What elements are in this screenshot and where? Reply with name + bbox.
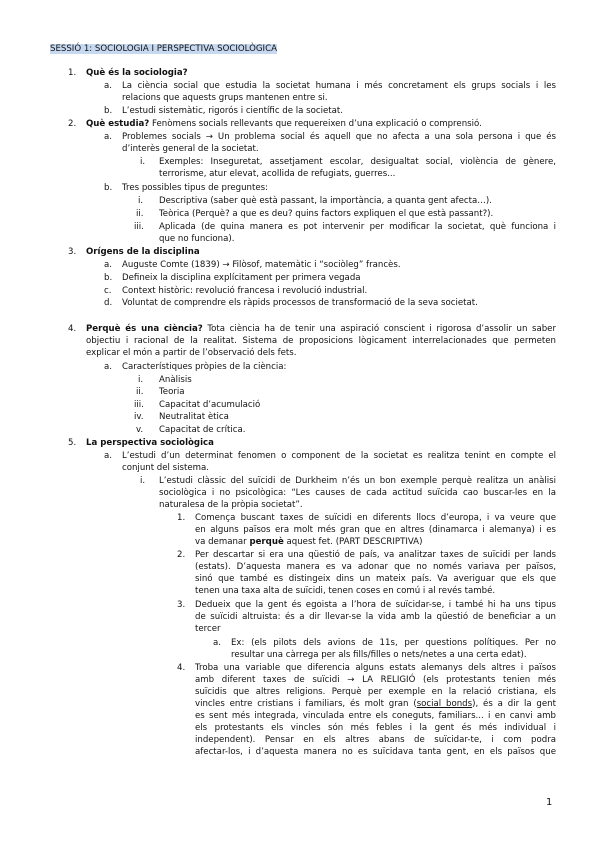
- s5-p1-line1: Comença buscant taxes de suïcidi en diferents llocs d’europa, i va veure que: [195, 513, 556, 523]
- s5-heading: La perspectiva sociològica: [86, 438, 214, 448]
- s4-item-marker: ii.: [136, 387, 144, 397]
- s2-a-marker: a.: [104, 132, 112, 142]
- s3-heading: Orígens de la disciplina: [86, 247, 200, 257]
- s2-a-i-line2: terrorisme, atur elevat, acollida de refugiats, guerres...: [159, 169, 396, 179]
- s5-p4-line6: els protestants els vincles són més febles i la gent és més individual i: [195, 723, 556, 733]
- s5-p4-marker: 4.: [177, 663, 186, 673]
- s2-b-marker: b.: [104, 183, 113, 193]
- s4-line3: explicar el món a partir de l’observació dels fets.: [86, 348, 297, 358]
- s5-p4-line2: amb diferent taxes de suïcidi → LA RELIGIÓ (els protestants tenien més: [195, 675, 556, 685]
- s3-c-marker: c.: [104, 286, 112, 296]
- s2-b-i-text: Descriptiva (saber què està passant, la importància, a quanta gent afecta…).: [159, 196, 492, 206]
- s5-p4-line7: independent). Pensar en els altres abans de suïcidar-te, i com podra: [195, 735, 556, 745]
- s1-a-line1: La ciència social que estudia la societat humana i més concretament els grups socials i les: [122, 81, 556, 91]
- s3-a-text: Auguste Comte (1839) → Filòsof, matemàtic i “sociòleg” francès.: [122, 260, 401, 270]
- s5-p4-line3: suïcidis que altres religions. Perquè per exemple en la relació cristiana, els: [195, 687, 556, 697]
- s5-p2-line1: Per descartar si era una qüestió de país, va analitzar taxes de suïcidi per lands: [195, 550, 556, 560]
- s4-num: 4.: [68, 324, 77, 334]
- s2-b-iii-line1: Aplicada (de quina manera es pot intervenir per modificar la societat, què funciona i: [159, 222, 556, 232]
- s4-line2: objectiu i racional de la realitat. Sistema de proposicions lògicament interrelacionades que permeten: [86, 336, 556, 346]
- s2-heading-line: Què estudia? Fenòmens socials rellevants que requereixen d’una explicació o comprensió.: [86, 119, 482, 129]
- s3-num: 3.: [68, 247, 77, 257]
- s5-p4-line1: Troba una variable que diferencia alguns estats alemanys dels altres i països: [195, 663, 556, 673]
- s5-p4-line8: afectar-los, i d’aquesta manera no es suïcidava tanta gent, en els països que: [195, 747, 556, 757]
- s3-b-text: Defineix la disciplina explícitament per primera vegada: [122, 273, 361, 283]
- s5-a-line1: L’estudi d’un determinat fenomen o component de la societat es realitza tenint en compte el: [122, 451, 556, 461]
- s5-i-line2: sociològica i no psicològica: “Les causes de cada actitud suïcida cao buscar-les en la: [159, 488, 556, 498]
- s4-a-marker: a.: [104, 362, 112, 372]
- s4-item-text: Capacitat de crítica.: [159, 425, 246, 435]
- s5-p1-line2: en alguns països era molt més gran que en altres (dinamarca i alemanya) i es: [195, 525, 556, 535]
- s3-c-text: Context històric: revolució francesa i revolució industrial.: [122, 286, 368, 296]
- s1-b-marker: b.: [104, 106, 113, 116]
- s4-item-marker: iii.: [134, 400, 144, 410]
- s2-b-iii-line2: que no funciona).: [159, 234, 235, 244]
- page-number: 1: [546, 797, 553, 808]
- s4-item-text: Anàlisis: [159, 375, 192, 385]
- s5-p3-line1: Dedueix que la gent és egoista a l’hora de suïcidar-se, i també hi ha uns tipus: [195, 600, 556, 610]
- s4-item-text: Neutralitat ètica: [159, 412, 229, 422]
- s2-a-i-marker: i.: [140, 157, 146, 167]
- s4-item-marker: v.: [136, 425, 144, 435]
- s2-num: 2.: [68, 119, 77, 129]
- s5-p3-a-line2: resultar una càrrega per als fills/filles o nets/netes a una certa edat).: [231, 650, 527, 660]
- page-title: SESSIÓ 1: SOCIOLOGIA I PERSPECTIVA SOCIOLÒGICA: [50, 44, 277, 54]
- s1-heading: Què és la sociologia?: [86, 68, 188, 78]
- s3-d-marker: d.: [104, 298, 113, 308]
- s2-a-i-line1: Exemples: Inseguretat, assetjament escolar, desigualtat social, violència de gènere,: [159, 157, 556, 167]
- s5-p3-line2: de suïcidi altruista: és a dir llevar-se la vida amb la qüestió de beneficiar a un: [195, 612, 556, 622]
- s5-p2-line4: tenen una taxa alta de suïcidi, tenen coses en comú i al revés també.: [195, 586, 496, 596]
- s5-a-line2: conjunt del sistema.: [122, 463, 210, 473]
- s3-a-marker: a.: [104, 260, 112, 270]
- s5-p4-line5: es sent més integrada, vinculada entre els coneguts, familiars... i en canvi amb: [195, 711, 556, 721]
- s1-b-text: L’estudi sistemàtic, rigorós i científic de la societat.: [122, 106, 344, 116]
- s4-item-marker: i.: [138, 375, 144, 385]
- s4-item-marker: iv.: [134, 412, 144, 422]
- s4-item-text: Capacitat d’acumulació: [159, 400, 261, 410]
- s2-b-ii-text: Teòrica (Perquè? a que es deu? quins factors expliquen el que està passant?).: [159, 209, 494, 219]
- s5-p4-line4: vincles entre cristians i familiars, és molt gran (social bonds), és a dir la gent: [195, 699, 556, 709]
- s1-num: 1.: [68, 68, 77, 78]
- s2-b-ii-marker: ii.: [136, 209, 144, 219]
- s5-p1-marker: 1.: [177, 513, 186, 523]
- s5-p3-a-marker: a.: [213, 638, 221, 648]
- s2-a-line1: Problemes socials → Un problema social és aquell que no afecta a una sola persona i que és: [122, 132, 556, 142]
- s5-p2-marker: 2.: [177, 550, 186, 560]
- s5-i-line1: L’estudi clàssic del suïcidi de Durkheim n’és un bon exemple perquè realitza un anàlisi: [159, 476, 556, 486]
- s4-line1: Perquè és una ciència? Tota ciència ha de tenir una aspiració conscient i rigorosa d’assolir un saber: [86, 324, 556, 334]
- s4-item-text: Teoria: [159, 387, 185, 397]
- s5-num: 5.: [68, 438, 77, 448]
- s5-p3-a-line1: Ex: (els pilots dels avions de 11s, per questions polítiques. Per no: [231, 638, 556, 648]
- s3-b-marker: b.: [104, 273, 113, 283]
- s5-p2-line3: sinó que també es distingeix dins un mateix país. Va averiguar que els que: [195, 574, 556, 584]
- s1-a-marker: a.: [104, 81, 112, 91]
- s5-p1-line3: va demanar perquè aquest fet. (PART DESCRIPTIVA): [195, 537, 423, 547]
- s3-d-text: Voluntat de comprendre els ràpids processos de transformació de la seva societat.: [122, 298, 478, 308]
- s2-b-text: Tres possibles tipus de preguntes:: [122, 183, 269, 193]
- s5-p2-line2: (estats). D’aquesta manera es va adonar que no només variava per països,: [195, 562, 556, 572]
- s5-p3-line3: tercer: [195, 624, 221, 634]
- s5-i-line3: naturalesa de la pròpia societat”.: [159, 500, 303, 510]
- s2-b-iii-marker: iii.: [134, 222, 144, 232]
- s5-p3-marker: 3.: [177, 600, 186, 610]
- s5-a-marker: a.: [104, 451, 112, 461]
- s2-b-i-marker: i.: [138, 196, 144, 206]
- s4-a-text: Característiques pròpies de la ciència:: [122, 362, 287, 372]
- s2-a-line2: d’interès general de la societat.: [122, 144, 259, 154]
- s1-a-line2: relacions que aquests grups mantenen entre si.: [122, 93, 328, 103]
- s5-i-marker: i.: [140, 476, 146, 486]
